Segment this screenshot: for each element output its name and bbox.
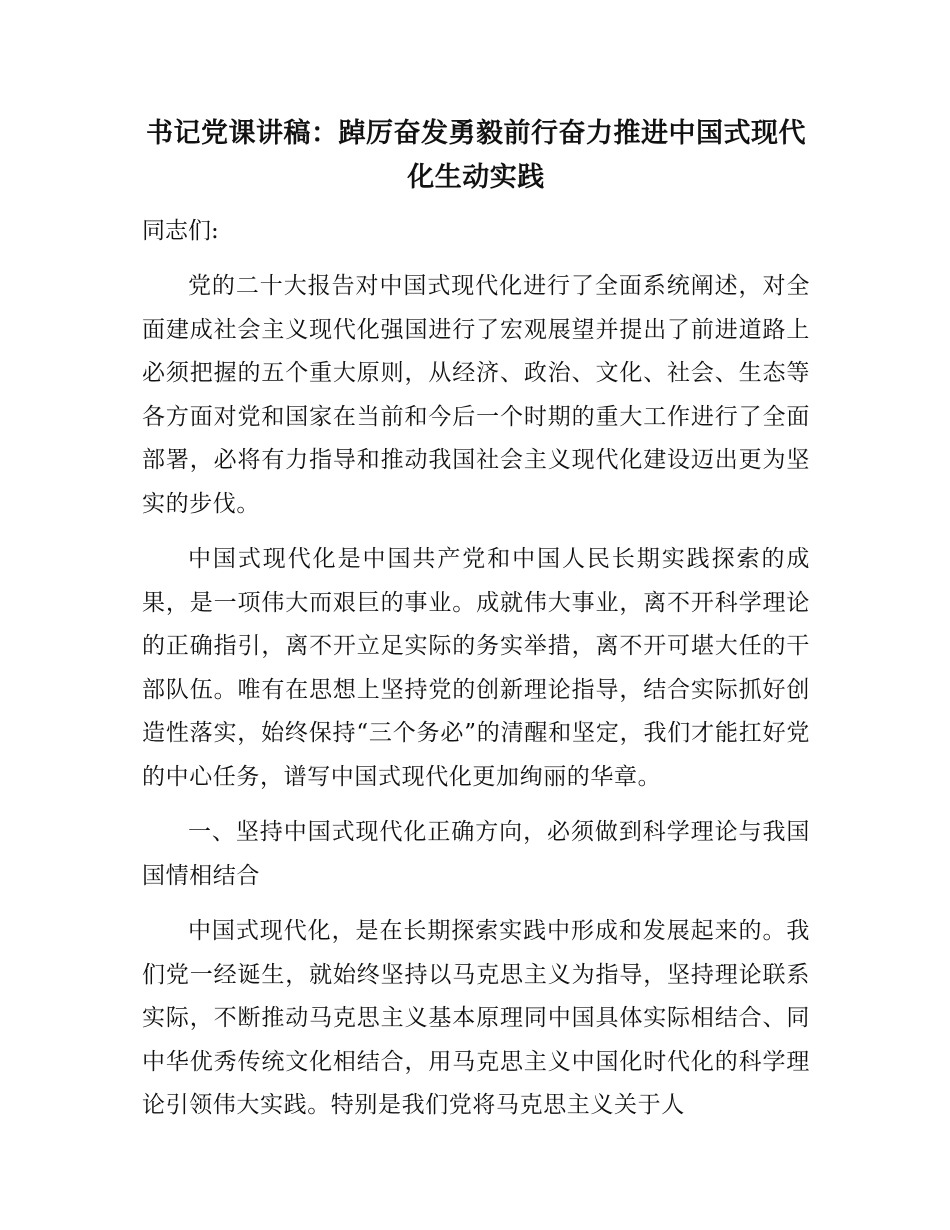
paragraph-2: 中国式现代化是中国共产党和中国人民长期实践探索的成果，是一项伟大而艰巨的事业。成就伟大事业，离不开科学理论的正确指引，离不开立足实际的务实举措，离不开可堪大任的干部队伍。唯有在思想上坚持党的创新理论指导，结合实际抓好创造性落实，始终保持“三个务必”的清醒和坚定，我们才能扛好党的中心任务，谱写中国式现代化更加绚丽的华章。 [142, 546, 810, 790]
paragraph-3: 中国式现代化，是在长期探索实践中形成和发展起来的。我们党一经诞生，就始终坚持以马克思主义为指导，坚持理论联系实际，不断推动马克思主义基本原理同中国具体实际相结合、同中华优秀传统文化相结合，用马克思主义中国化时代化的科学理论引领伟大实践。特别是我们党将马克思主义关于人 [142, 918, 810, 1118]
section-heading-1: 一、坚持中国式现代化正确方向，必须做到科学理论与我国国情相结合 [142, 819, 810, 889]
document-body [142, 112, 810, 1128]
paragraph-1: 党的二十大报告对中国式现代化进行了全面系统阐述，对全面建成社会主义现代化强国进行了宏观展望并提出了前进道路上必须把握的五个重大原则，从经济、政治、文化、社会、生态等各方面对党和国家在当前和今后一个时期的重大工作进行了全面部署，必将有力指导和推动我国社会主义现代化建设迈出更为坚实的步伐。 [142, 273, 810, 517]
salutation: 同志们: [142, 218, 219, 244]
document-title: 书记党课讲稿：踔厉奋发勇毅前行奋力推进中国式现代化生动实践 [146, 118, 806, 193]
